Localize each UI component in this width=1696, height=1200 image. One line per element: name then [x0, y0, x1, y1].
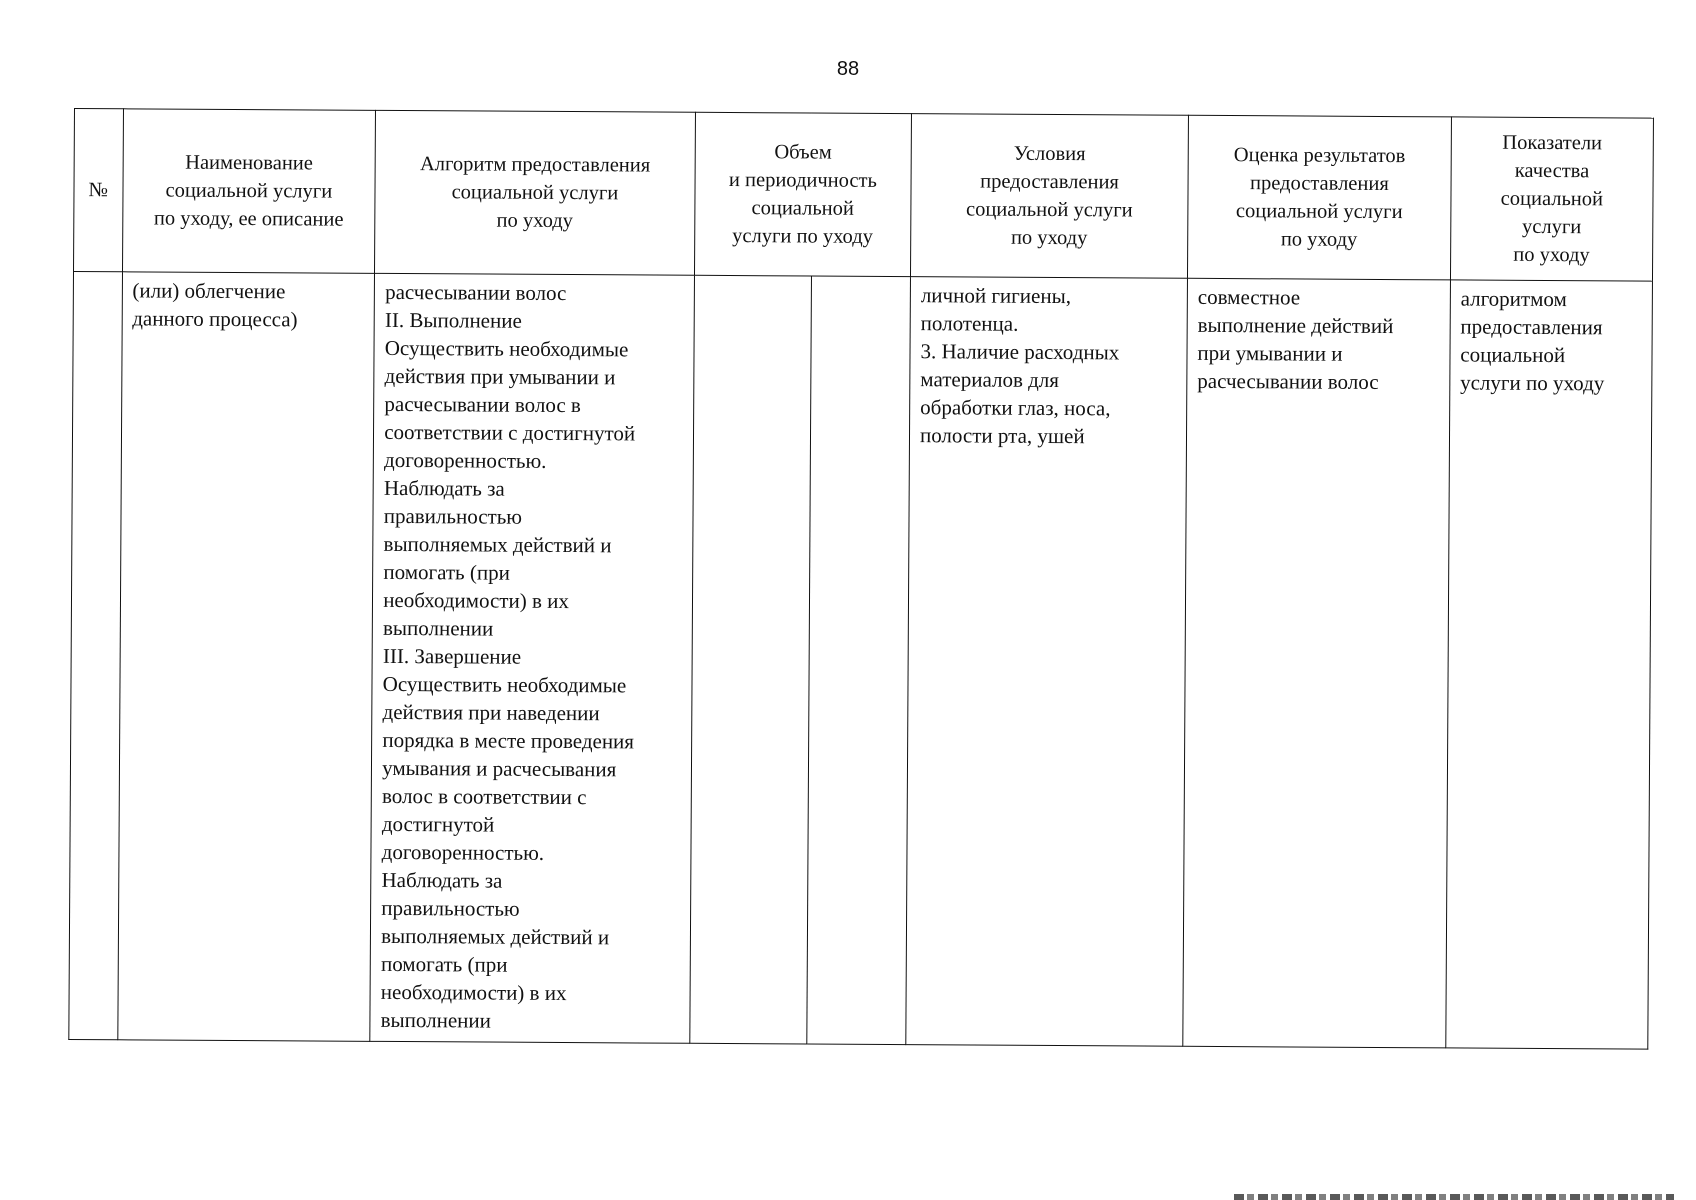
- scan-barcode-mark: [1234, 1194, 1674, 1200]
- table-row: [69, 272, 1653, 1050]
- cell-conditions: личной гигиены, полотенца. 3. Наличие расходных материалов для обработки глаз, носа, полости рта, ушей: [906, 277, 1188, 1047]
- cell-num: [69, 272, 122, 1040]
- header-service-name: Наименование социальной услуги по уходу, ее описание: [122, 109, 376, 274]
- cell-service-name: (или) облегчение данного процесса): [117, 272, 374, 1042]
- cell-quality: алгоритмом предоставления социальной услуги по уходу: [1446, 280, 1653, 1049]
- page-number: 88: [836, 58, 860, 80]
- services-table: [68, 108, 1654, 1050]
- cell-algorithm: расчесывании волос II. Выполнение Осуществить необходимые действия при умывании и расчесывании волос в соответствии с достигнутой договоренностью. Наблюдать за правильностью выполняемых действий и помогать (при необходимости) в их выполнении III. Завершение Осуществить необходимые действия при наведении порядка в месте проведения умывания и расчесывания волос в соответствии с достигнутой договоренностью. Наблюдать за правильностью выполняемых действий и помогать (при необходимости) в их выполнении: [370, 273, 694, 1043]
- header-conditions: Условия предоставления социальной услуги по уходу: [910, 114, 1188, 279]
- cell-volume-a: [689, 275, 811, 1044]
- header-evaluation: Оценка результатов предоставления социальной услуги по уходу: [1187, 115, 1451, 280]
- header-volume: Объем и периодичность социальной услуги по уходу: [694, 112, 911, 276]
- header-quality: Показатели качества социальной услуги по уходу: [1450, 117, 1653, 281]
- cell-volume-b: [807, 276, 911, 1045]
- header-algorithm: Алгоритм предоставления социальной услуги по уходу: [375, 110, 695, 275]
- table-header-row: [74, 109, 1654, 282]
- header-num: №: [74, 109, 124, 272]
- cell-evaluation: совместное выполнение действий при умывании и расчесывании волос: [1183, 278, 1451, 1048]
